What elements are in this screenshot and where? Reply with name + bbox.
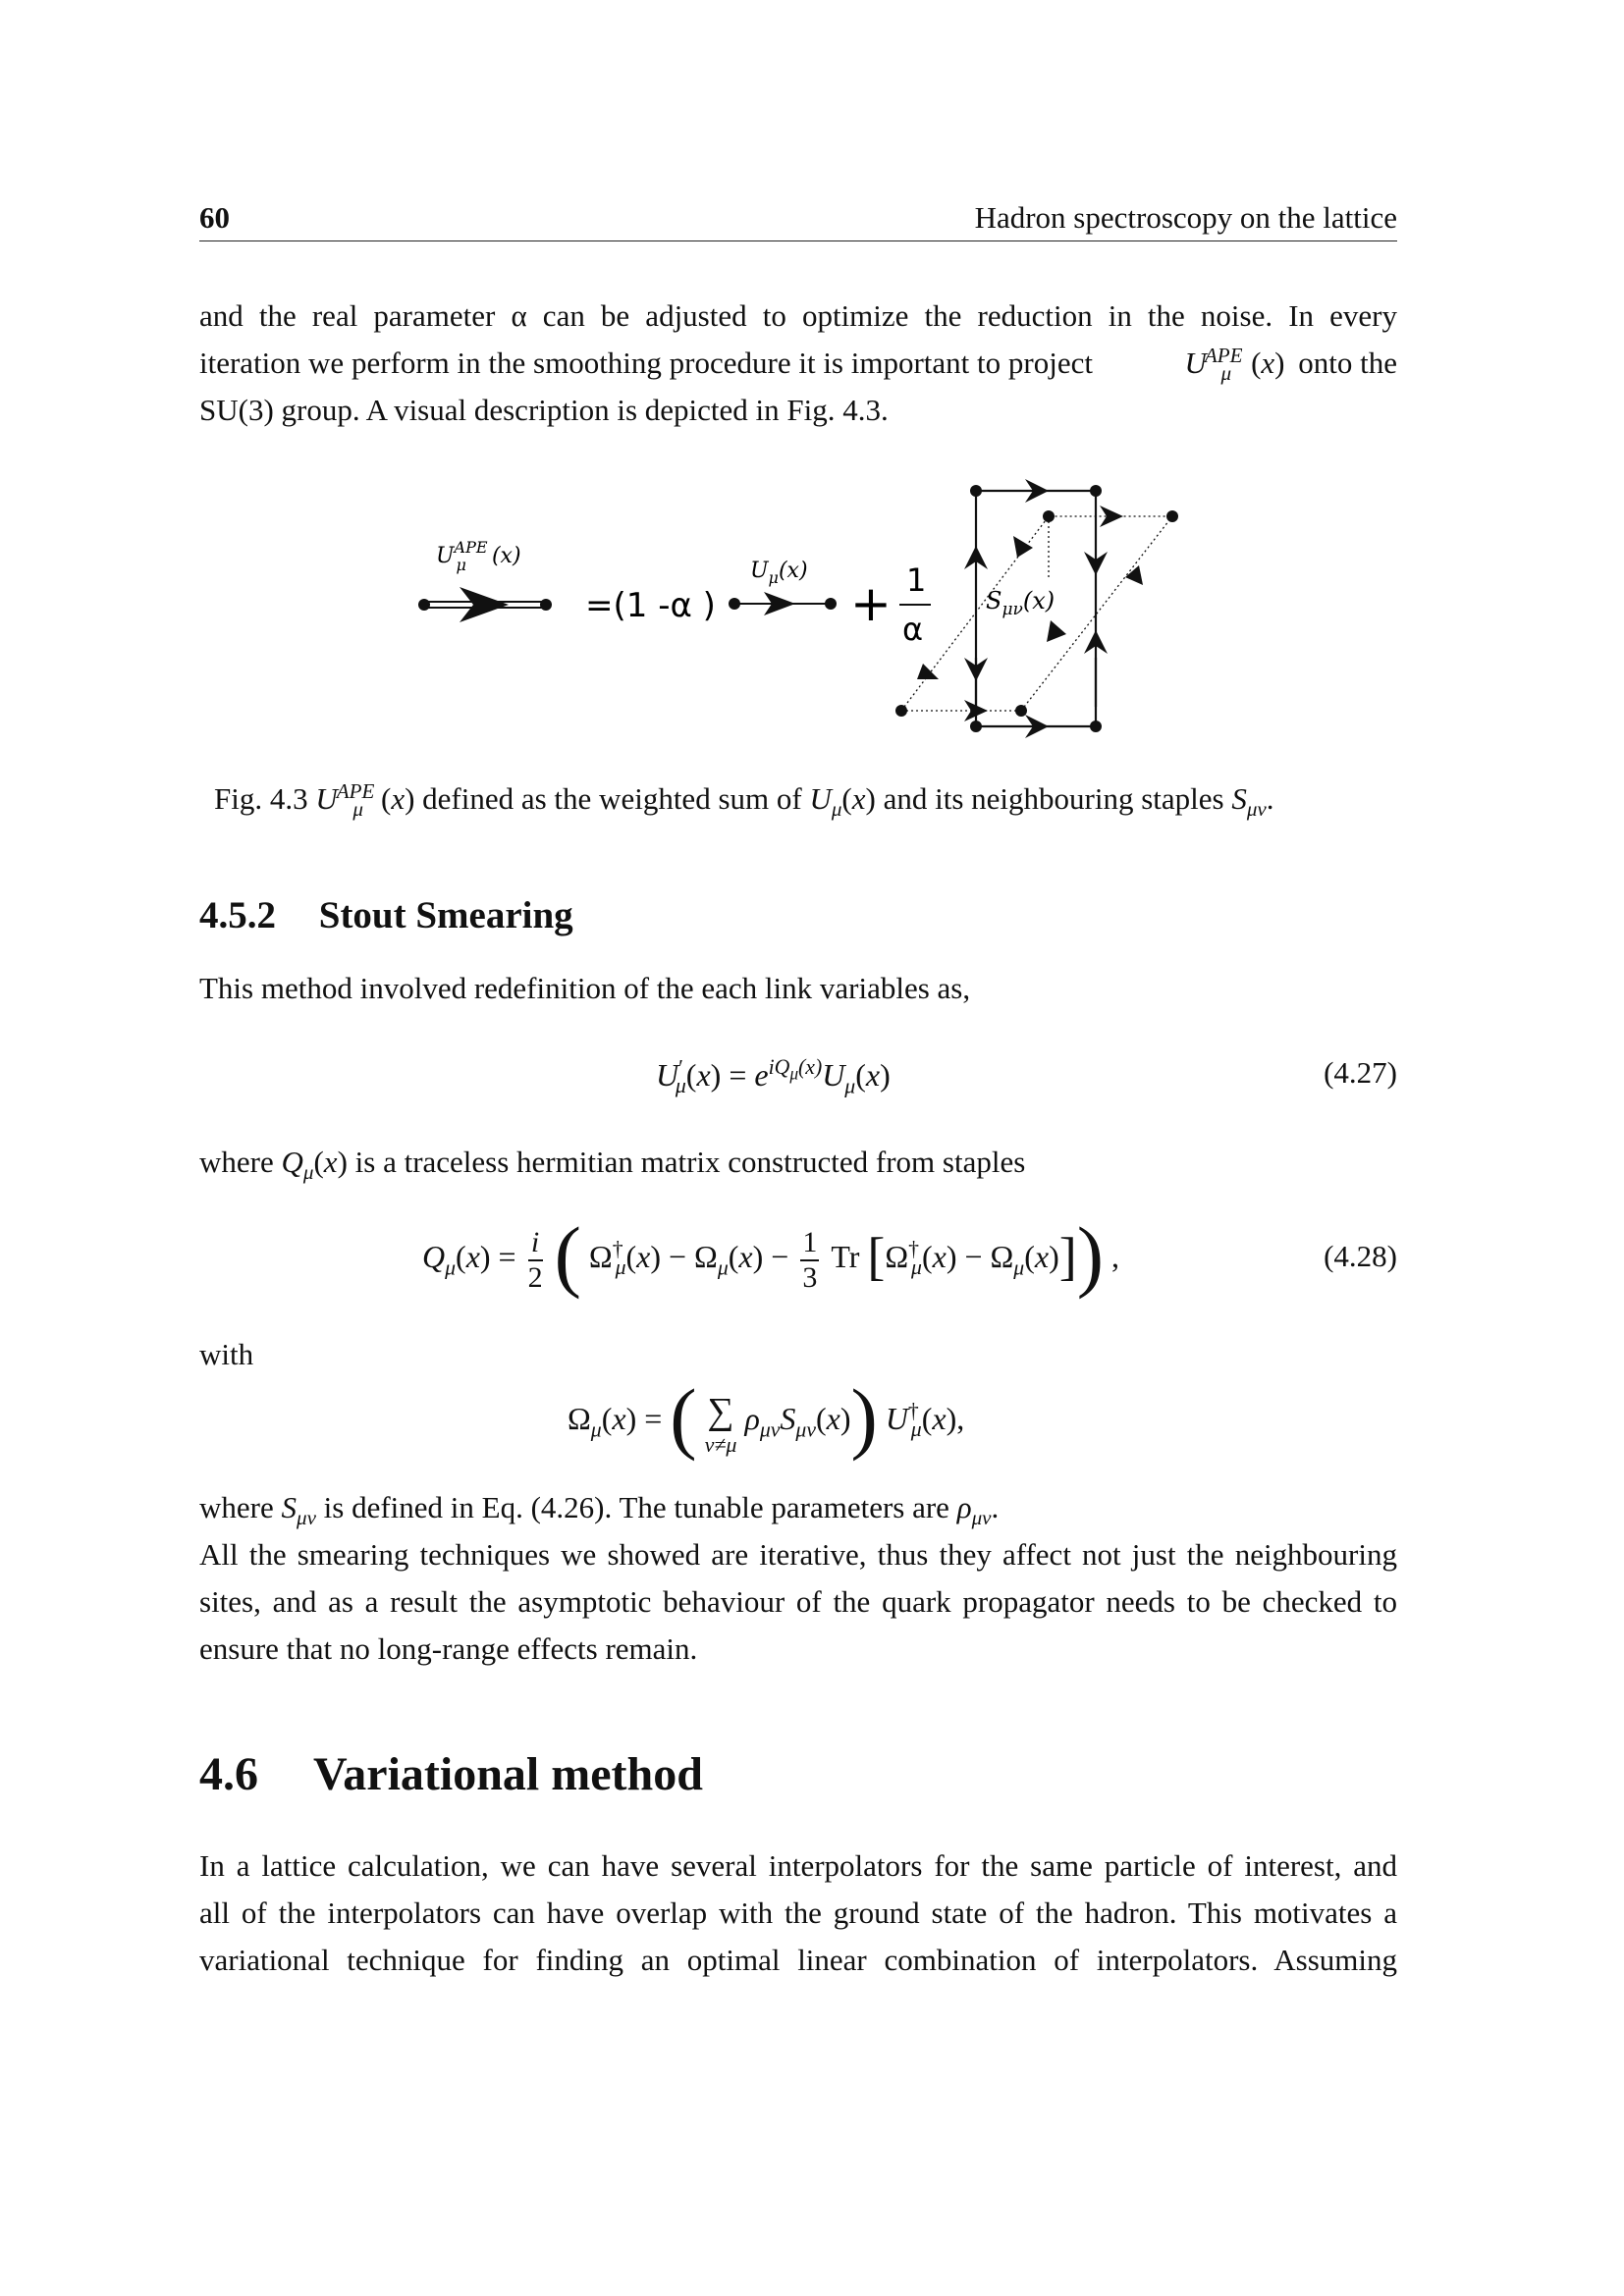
lhs-link-arrow: [418, 587, 552, 622]
staple-label: $S_{\mu\nu}(x)$: [986, 587, 1056, 619]
with-word: with: [199, 1337, 254, 1371]
figure-caption: Fig. 4.3 $U^{APE}_\mu$ (x) defined as the weighted sum of $U_\mu(x)$ and its neighbouring staples $S_{\mu\nu}$.: [214, 778, 1274, 822]
section-4-6-title: Variational method: [313, 1748, 703, 1800]
running-title: Hadron spectroscopy on the lattice: [974, 200, 1397, 235]
frac-denominator: α: [902, 611, 924, 648]
intro-line-2b: onto the: [1298, 346, 1397, 380]
u-ape-inline: $U^{APE}_\mu$ (x) onto the: [1184, 343, 1397, 386]
where-word: where: [199, 1145, 274, 1179]
page-number: 60: [199, 200, 230, 235]
where-s-line: where $S_{\mu\nu}$ is defined in Eq. (4.26). The tunable parameters are $\rho_{\mu\nu}$.: [199, 1490, 1000, 1530]
section-number: 4.5.2: [199, 894, 276, 936]
eq-4-27-number: (4.27): [1324, 1055, 1397, 1090]
one-minus-alpha: =(1 -α ): [585, 586, 716, 625]
variational-para-line-2: all of the interpolators can have overlap with the ground state of the hadron. This motivates a: [199, 1896, 1397, 1930]
caption-text-2: and its neighbouring staples: [883, 781, 1224, 816]
where-q-line: where $Q_\mu(x)$ is a traceless hermitian matrix constructed from staples: [199, 1145, 1026, 1185]
section-4-5-2-heading: [199, 893, 573, 937]
section-4-6-heading: [199, 1747, 703, 1801]
stout-intro: This method involved redefinition of the each link variables as,: [199, 971, 971, 1005]
equation-4-27: $U'_\mu(x) = e^{iQ_\mu(x)}U_\mu(x)$: [656, 1055, 891, 1098]
sum-index: ν≠μ: [704, 1431, 737, 1457]
caption-prefix: Fig. 4.3: [214, 781, 308, 816]
caption-text: defined as the weighted sum of: [422, 781, 802, 816]
smearing-para-line-1: All the smearing techniques we showed are iterative, thus they affect not just the neighbouring: [199, 1537, 1397, 1572]
smearing-para-line-2: sites, and as a result the asymptotic behaviour of the quark propagator needs to be checked to: [199, 1584, 1397, 1619]
intro-line-2: [199, 343, 1397, 386]
section-title: Stout Smearing: [318, 894, 573, 936]
section-4-6-number: 4.6: [199, 1748, 258, 1800]
where-q-text: is a traceless hermitian matrix constructed from staples: [354, 1145, 1026, 1179]
intro-line-3: SU(3) group. A visual description is depicted in Fig. 4.3.: [199, 393, 889, 427]
trace-operator: Tr: [831, 1239, 860, 1274]
frac-numerator: 1: [906, 561, 927, 599]
equation-omega: $\Omega_\mu(x)$ = ( ∑ ν≠μ $\rho_{\mu\nu}S_{\mu\nu}(x)$) $U^\dagger_\mu(x)$,: [568, 1371, 965, 1462]
eq-4-28-number: (4.28): [1324, 1239, 1397, 1273]
mid-link-arrow: [729, 592, 837, 615]
variational-para-line-1: In a lattice calculation, we can have several interpolators for the same particle of interest, and: [199, 1848, 1397, 1883]
where-s-text: is defined in Eq. (4.26). The tunable parameters are: [323, 1490, 949, 1524]
where-s-word: where: [199, 1490, 274, 1524]
intro-line-1: and the real parameter α can be adjusted to optimize the reduction in the noise. In every: [199, 298, 1397, 333]
mid-label: $U_\mu(x)$: [750, 559, 808, 587]
header-rule: [199, 240, 1397, 241]
variational-para-line-3: variational technique for finding an optimal linear combination of interpolators. Assuming: [199, 1943, 1397, 1977]
lhs-label: $U^{APE}$ μ (x): [436, 538, 521, 574]
equation-4-28: $Q_\mu(x)$ = $\frac{i}{2}$ ( $\Omega^\dagger_\mu(x) - \Omega_\mu(x)$ − $\frac{1}{3}$ Tr $[\Omega^\dagger_\mu(x) - \Omega_\mu(x)]$) ,: [422, 1209, 1120, 1300]
figure-ape-smearing: [393, 461, 1208, 756]
intro-line-2a: iteration we perform in the smoothing procedure it is important to project: [199, 346, 1093, 380]
smearing-para-line-3: ensure that no long-range effects remain.: [199, 1631, 698, 1666]
plus-sign: +: [850, 575, 892, 632]
